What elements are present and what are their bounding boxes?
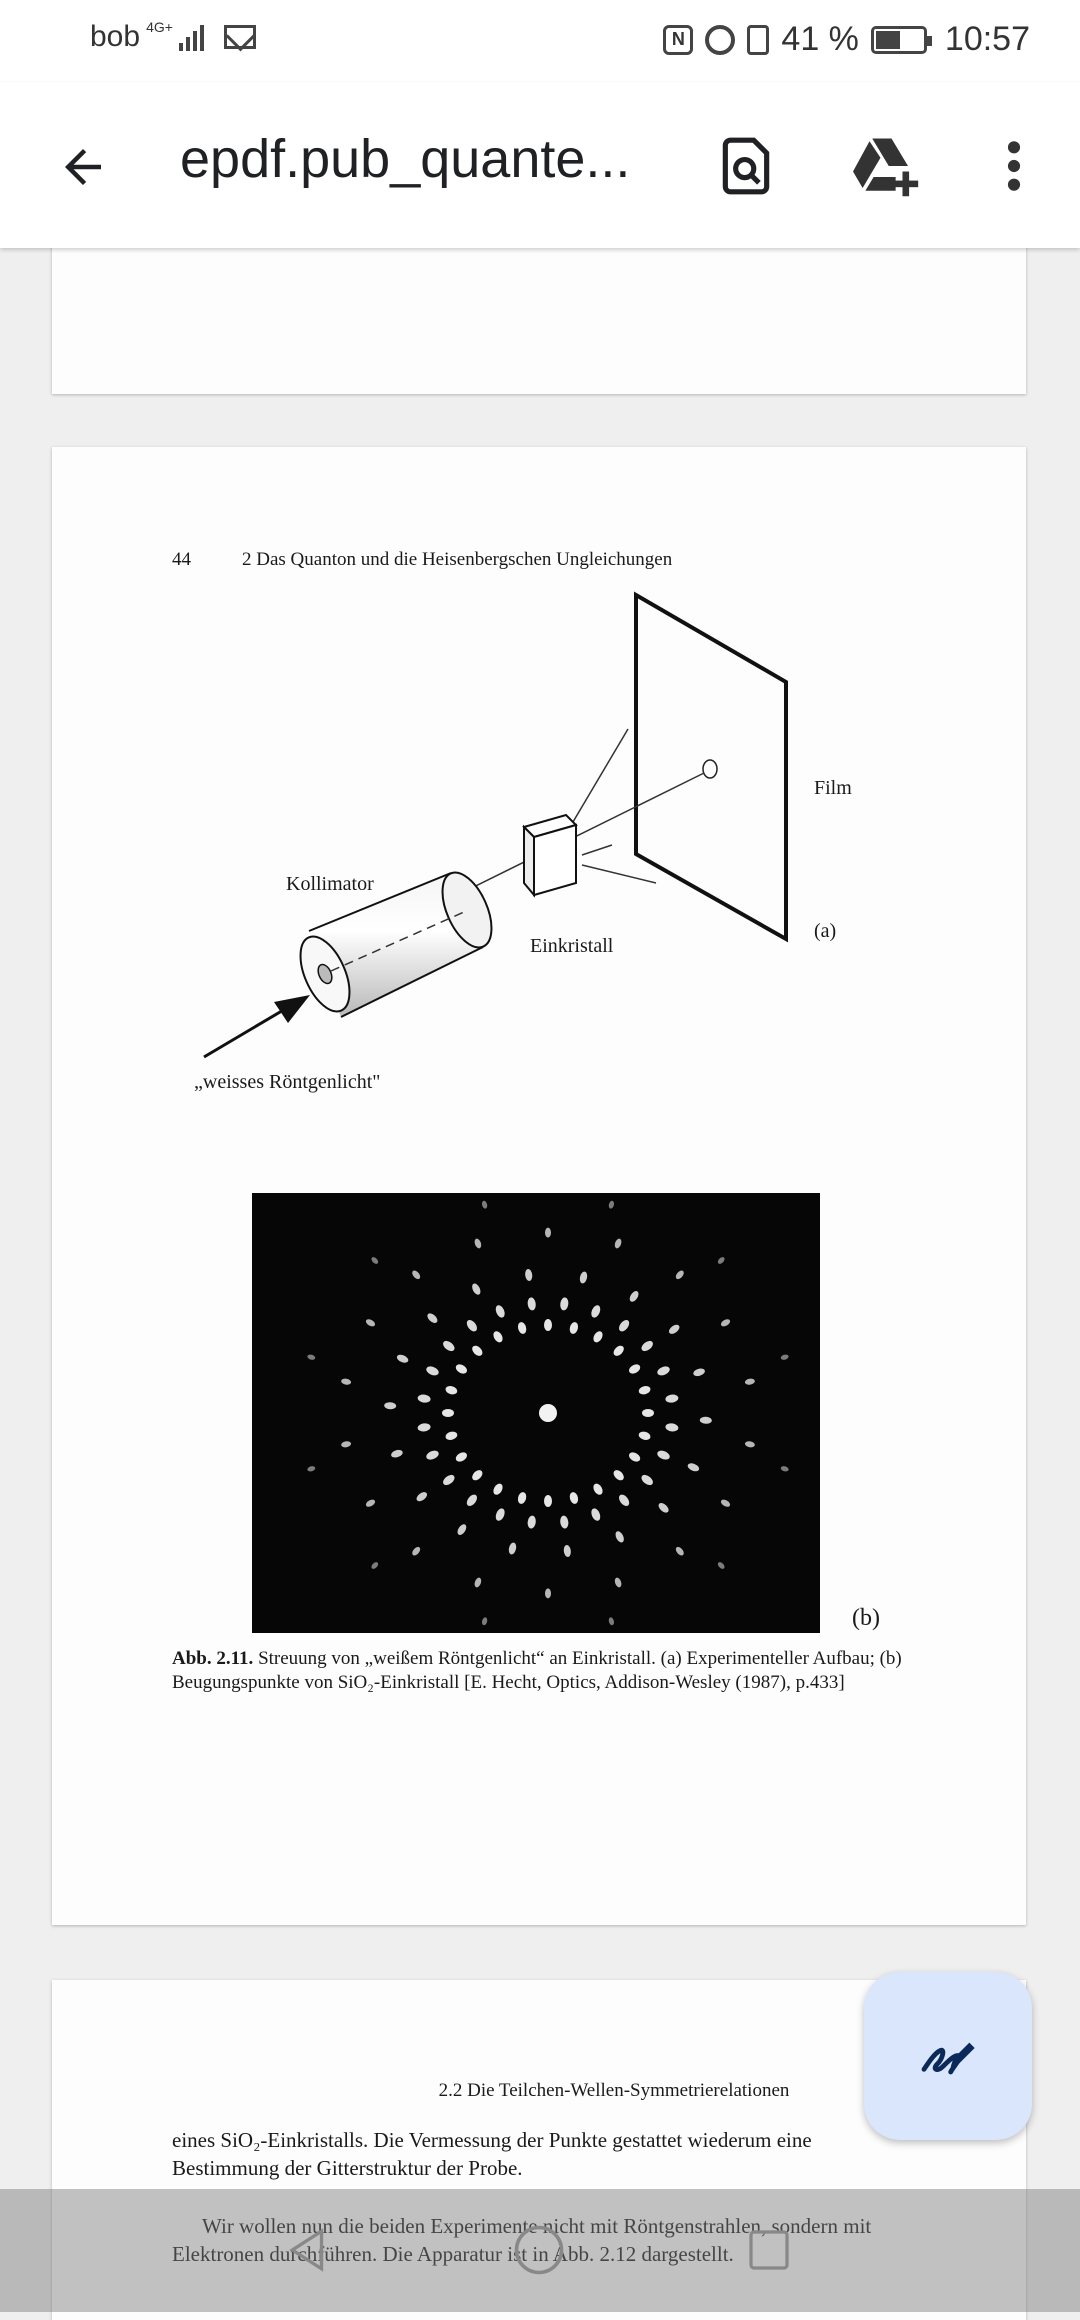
clock: 10:57 xyxy=(944,20,1030,58)
caption-label: Abb. 2.11. xyxy=(172,1648,254,1669)
label-a: (a) xyxy=(814,920,837,942)
diffracted-ray-2 xyxy=(582,865,656,883)
battery-percent: 41 % xyxy=(781,20,859,58)
status-bar xyxy=(0,0,1080,82)
alarm-icon xyxy=(705,25,735,55)
diffraction-spot xyxy=(544,1495,552,1507)
diffracted-ray-3 xyxy=(582,845,612,855)
more-vert-icon xyxy=(1004,138,1024,194)
find-in-page-icon xyxy=(715,135,777,197)
document-title: epdf.pub_quante... xyxy=(180,129,631,189)
recents-nav-icon xyxy=(745,2226,793,2274)
navigation-bar xyxy=(0,2189,1080,2312)
diffraction-spot xyxy=(539,1404,557,1422)
arrow-head xyxy=(274,995,310,1023)
vibrate-icon xyxy=(747,25,769,55)
nav-recents-button[interactable] xyxy=(736,2217,802,2283)
label-film: Film xyxy=(814,777,852,799)
film-screen xyxy=(636,595,786,939)
diffraction-spot xyxy=(545,1228,551,1238)
network-type: 4G+ xyxy=(146,19,173,35)
caption-text: Streuung von „weißem Röntgenlicht“ an Einkristall. (a) Experimenteller Aufbau; (b) Beugungspunkte von SiO₂-Einkristall [E. Hecht, Optics, Addison-Wesley (1987), p.433] xyxy=(172,1648,902,1693)
diffraction-spot xyxy=(442,1409,454,1417)
annotate-fab-button[interactable] xyxy=(864,1972,1032,2140)
home-nav-icon xyxy=(512,2223,566,2277)
label-kollimator: Kollimator xyxy=(286,873,374,895)
pdf-page-2 xyxy=(52,447,1026,1925)
crystal-block xyxy=(524,815,576,895)
label-einkristall: Einkristall xyxy=(530,935,614,957)
film-spot xyxy=(703,760,717,778)
running-head-page3: 2.2 Die Teilchen-Wellen-Symmetrierelationen xyxy=(438,2080,790,2101)
status-left xyxy=(90,20,256,54)
diffraction-spot xyxy=(545,1588,551,1598)
nfc-icon: N xyxy=(663,25,693,55)
find-in-page-button[interactable] xyxy=(706,126,786,206)
pdf-page-1 xyxy=(52,238,1026,394)
status-right xyxy=(663,20,1030,59)
more-options-button[interactable] xyxy=(974,126,1054,206)
signal-icon xyxy=(179,23,204,51)
nav-home-button[interactable] xyxy=(506,2217,572,2283)
carrier-name: bob xyxy=(90,20,141,53)
battery-icon xyxy=(871,26,927,54)
diffraction-spot xyxy=(544,1319,552,1331)
figure-a-diagram xyxy=(52,447,1026,1107)
nav-back-button[interactable] xyxy=(276,2217,342,2283)
page-number: 44 xyxy=(172,549,191,570)
app-bar xyxy=(0,82,1080,248)
label-light: „weisses Röntgenlicht" xyxy=(194,1071,381,1093)
annotate-pen-icon xyxy=(916,2024,980,2088)
drive-add-icon xyxy=(850,133,922,199)
diffraction-spot xyxy=(642,1409,654,1417)
chapter-title: 2 Das Quanton und die Heisenbergschen Ungleichungen xyxy=(242,549,673,570)
back-nav-icon xyxy=(284,2225,334,2275)
diffraction-pattern-image xyxy=(252,1193,820,1633)
paragraph-2: Wir wollen nun die beiden Experimente nicht mit Röntgenstrahlen, sondern mit Elektronen durchführen. Die Apparatur ist in Abb. 2.12 dargestellt. xyxy=(172,2214,872,2266)
figure-caption xyxy=(172,1647,908,1695)
arrow-back-icon xyxy=(56,140,110,194)
add-to-drive-button[interactable] xyxy=(846,126,926,206)
label-b: (b) xyxy=(852,1605,880,1631)
back-button[interactable] xyxy=(50,134,116,200)
diffracted-ray-1 xyxy=(570,729,628,827)
paragraph-1: eines SiO₂-Einkristalls. Die Vermessung der Punkte gestattet wiederum eine Bestimmung der Gitterstruktur der Probe. xyxy=(172,2128,812,2180)
mail-icon xyxy=(224,25,256,49)
